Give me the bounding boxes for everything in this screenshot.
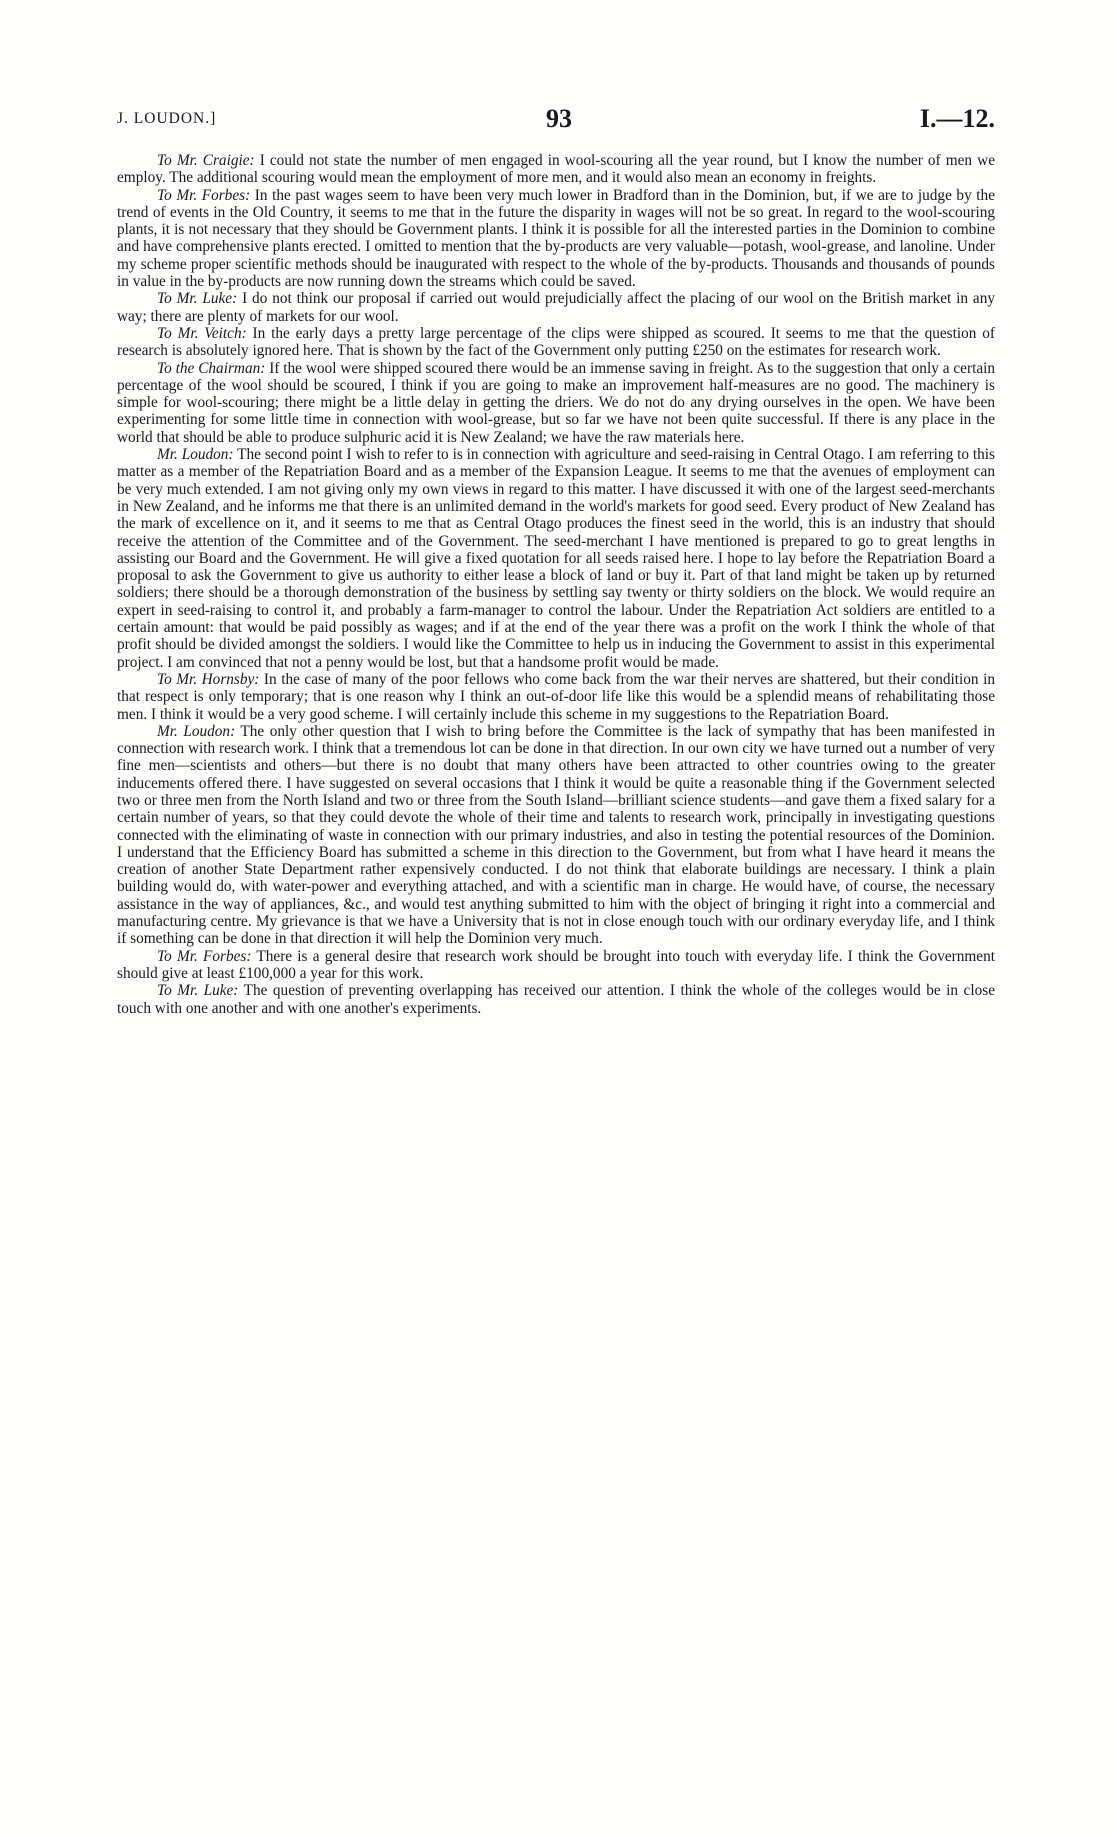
paper-reference: I.—12. (919, 104, 995, 133)
paragraph-text: There is a general desire that research work should be brought into touch with everyday life. I think the Government should give at least £100,000 a year for this work. (117, 947, 995, 982)
paragraph-text: In the early days a pretty large percentage of the clips were shipped as scoured. It seems to me that the question of research is absolutely ignored here. That is shown by the fact of the Government only putting £250 on the estimates for research work. (117, 324, 995, 360)
speaker-label: To Mr. Veitch: (157, 324, 247, 342)
witness-name: J. LOUDON.] (117, 110, 217, 127)
speaker-label: To Mr. Forbes: (157, 947, 252, 965)
paragraph (117, 723, 995, 948)
testimony-body (117, 152, 995, 1017)
speaker-label: To Mr. Forbes: (157, 186, 251, 204)
paragraph (117, 325, 995, 360)
paragraph-text: In the case of many of the poor fellows who come back from the war their nerves are shattered, but their condition in that respect is only temporary; that is one reason why I think an out-of-door life like this would be a splendid means of rehabilitating those men. I think it would be a very good scheme. I will certainly include this scheme in my suggestions to the Repatriation Board. (117, 670, 995, 723)
paragraph (117, 290, 995, 325)
paragraph-text: The only other question that I wish to bring before the Committee is the lack of sympathy that has been manifested in connection with research work. I think that a tremendous lot can be done in that direction. In our own city we have turned out a number of very fine men—scientists and others—but there is no doubt that many others have been attracted to other countries owing to the greater inducements offered there. I have suggested on several occasions that I think it would be quite a reasonable thing if the Government selected two or three men from the North Island and two or three from the South Island—brilliant science students—and gave them a fixed salary for a certain number of years, so that they could devote the whole of their time and talents to research work, principally in investigating questions connected with the eliminating of waste in connection with our primary industries, and also in testing the potential resources of the Dominion. I understand that the Efficiency Board has submitted a scheme in this direction to the Government, but from what I have heard it means the creation of another State Department rather expensively conducted. I do not think that elaborate buildings are necessary. I think a plain building would do, with water-power and everything attached, and with a scientific man in charge. He would have, of course, the necessary assistance in the way of appliances, &c., and would test anything submitted to him with the object of bringing it right into a commercial and manufacturing centre. My grievance is that we have a University that is not in close enough touch with our ordinary everyday life, and I think if something can be done in that direction it will help the Dominion very much. (117, 722, 995, 948)
paragraph-text: I do not think our proposal if carried out would prejudicially affect the placing of our wool on the British market in any way; there are plenty of markets for our wool. (117, 290, 995, 325)
paragraph (117, 152, 995, 187)
paragraph (117, 360, 995, 446)
paragraph (117, 982, 995, 1017)
speaker-label: Mr. Loudon: (157, 446, 234, 464)
speaker-label: To the Chairman: (157, 359, 266, 377)
page-header (117, 104, 995, 134)
paragraph-text: If the wool were shipped scoured there would be an immense saving in freight. As to the suggestion that only a certain percentage of the wool should be scoured, I think if you are going to make an improvement half-measures are no good. The machinery is simple for wool-scouring; there might be a little delay in getting the driers. We do not do any drying ourselves in the open. We have been experimenting for some little time in connection with wool-grease, but so far we have not been quite successful. If there is any place in the world that should be able to produce sulphuric acid it is New Zealand; we have the raw materials here. (117, 359, 996, 446)
speaker-label: Mr. Loudon: (157, 722, 236, 740)
page-number: 93 (546, 104, 572, 133)
paragraph-text: In the past wages seem to have been very much lower in Bradford than in the Dominion, but, if we are to judge by the trend of events in the Old Country, it seems to me that in the future the disparity in wages will not be so great. In regard to the wool-scouring plants, it is not necessary that they should be Government plants. I think it is possible for all the interested parties in the Dominion to combine and have comprehensive plants erected. I omitted to mention that the by-products are very valuable—potash, wool-grease, and lanoline. Under my scheme proper scientific methods should be inaugurated with respect to the whole of the by-products. Thousands and thousands of pounds in value in the by-products are now running down the streams which could be saved. (117, 186, 995, 291)
speaker-label: To Mr. Craigie: (157, 152, 255, 169)
speaker-label: To Mr. Luke: (157, 290, 238, 308)
paragraph-text: The second point I wish to refer to is in connection with agriculture and seed-raising in Central Otago. I am referring to this matter as a member of the Repatriation Board and as a member of the Expansion League. It seems to me that the avenues of employment can be very much extended. I am not giving only my own views in regard to this matter. I have discussed it with one of the largest seed-merchants in New Zealand, and he informs me that there is an unlimited demand in the world's markets for good seed. Every product of New Zealand has the mark of excellence on it, and it seems to me that as Central Otago produces the finest seed in the world, this is an industry that should receive the attention of the Committee and of the Government. The seed-merchant I have mentioned is prepared to go to great lengths in assisting our Board and the Government. He will give a fixed quotation for all seeds raised here. I hope to lay before the Repatriation Board a proposal to ask the Government to give us authority to either lease a block of land or buy it. Part of that land might be taken up by returned soldiers; there should be a thorough demonstration of the business by settling say twenty or thirty soldiers on the block. We would require an expert in seed-raising to control it, and probably a farm-manager to control the labour. Under the Repatriation Act soldiers are entitled to a certain amount: that would be paid possibly as wages; and if at the end of the year there was a profit on the work I think the whole of that profit should be divided amongst the soldiers. I would like the Committee to help us in inducing the Government to assist in this experimental project. I am convinced that not a penny would be lost, but that a handsome profit would be made. (117, 446, 995, 671)
speaker-label: To Mr. Luke: (157, 982, 239, 1000)
paragraph-text: The question of preventing overlapping has received our attention. I think the whole of the colleges would be in close touch with one another and with one another's experiments. (117, 982, 995, 1017)
paragraph (117, 187, 995, 291)
paragraph (117, 671, 995, 723)
paragraph (117, 446, 995, 671)
speaker-label: To Mr. Hornsby: (157, 670, 260, 688)
paragraph-text: I could not state the number of men engaged in wool-scouring all the year round, but I know the number of men we employ. The additional scouring would mean the employment of more men, and it would also mean an economy in freights. (117, 152, 995, 187)
paragraph (117, 948, 995, 983)
